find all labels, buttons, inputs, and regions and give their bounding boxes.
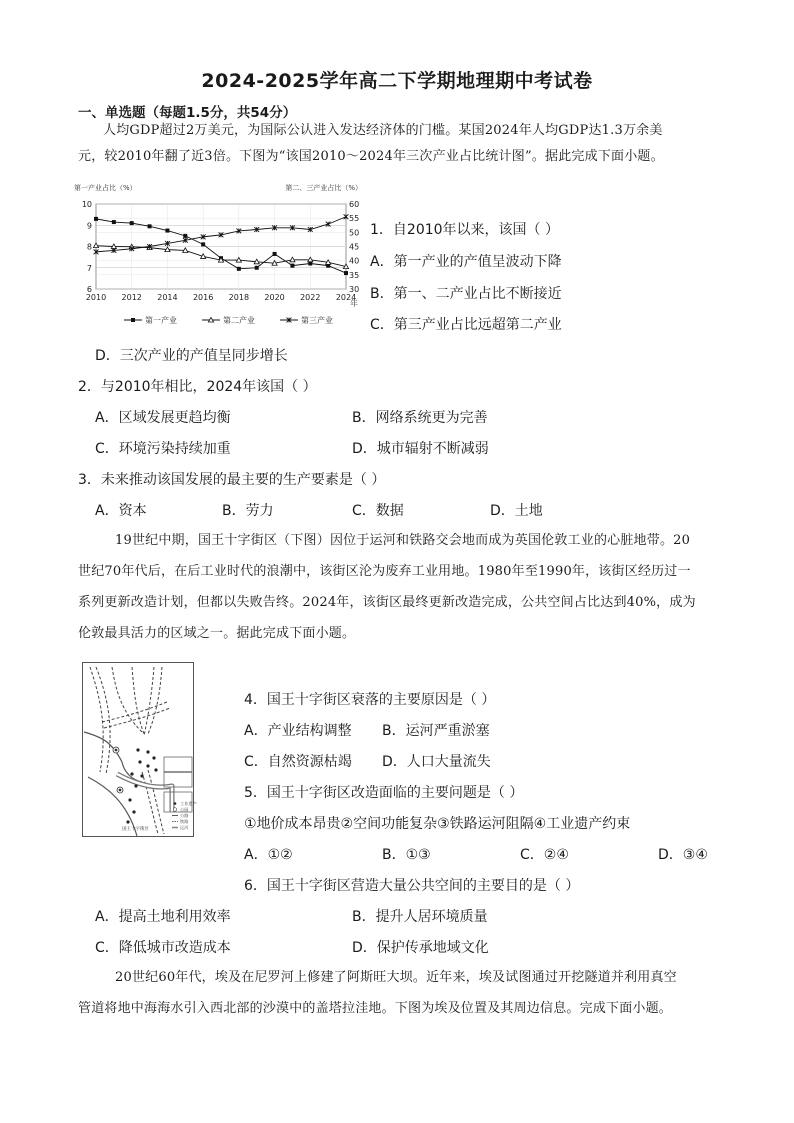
x-tick-label: 2018 [228, 293, 250, 302]
question-1-option-a[interactable]: A．第一产业的产值呈波动下降 [370, 254, 562, 270]
question-2-option-a[interactable]: A．区域发展更趋均衡 [95, 410, 231, 426]
x-tick-label: 2012 [121, 293, 142, 302]
question-4-option-a[interactable]: A．产业结构调整 [244, 723, 352, 739]
x-tick-label: 2024 [335, 293, 357, 302]
data-point [201, 242, 205, 246]
left-tick-label: 7 [86, 263, 92, 273]
question-1-stem: 1．自2010年以来，该国（ ） [370, 222, 559, 238]
intro-paragraph-1-line-2: 元，较2010年翻了近3倍。下图为“该国2010～2024年三次产业占比统计图”。据此完成下面小题。 [78, 149, 664, 164]
intro-paragraph-2-line-1: 19世纪中期，国王十字街区（下图）因位于运河和铁路交会地而成为英国伦敦工业的心脏地带。20 [115, 533, 691, 548]
question-5-statements: ①地价成本昂贵②空间功能复杂③铁路运河阻隔④工业遗产约束 [244, 816, 631, 832]
x-tick-label: 2016 [192, 293, 214, 302]
data-point [112, 220, 116, 224]
question-2-stem: 2．与2010年相比，2024年该国（ ） [78, 379, 317, 395]
legend-marker [131, 318, 135, 322]
question-3-option-a[interactable]: A．资本 [95, 503, 147, 519]
map-area-label: 国王十字街区 [122, 827, 149, 832]
question-1-option-d[interactable]: D．三次产业的产值呈同步增长 [95, 348, 288, 364]
kings-cross-map [82, 662, 197, 837]
legend-label: 公园 [180, 807, 189, 812]
question-6-stem: 6．国王十字街区营造大量公共空间的主要目的是（ ） [244, 878, 580, 894]
legend-heritage-symbol [174, 802, 177, 805]
x-tick-label: 2014 [157, 293, 178, 302]
legend-park-symbol [173, 808, 177, 812]
x-axis-unit: 年 [350, 299, 358, 308]
question-3-option-d[interactable]: D．土地 [490, 503, 543, 519]
question-4-stem: 4．国王十字街区衰落的主要原因是（ ） [244, 692, 496, 708]
left-tick-label: 9 [86, 221, 92, 231]
question-5-stem: 5．国王十字街区改造面临的主要问题是（ ） [244, 785, 524, 801]
legend-label: 公路 [180, 813, 189, 818]
right-tick-label: 45 [349, 242, 360, 252]
left-tick-label: 6 [86, 285, 92, 294]
legend-label: 铁路 [180, 819, 189, 824]
legend-label: 工业遗产 [180, 801, 197, 806]
right-tick-label: 60 [349, 200, 360, 209]
right-tick-label: 40 [349, 256, 360, 266]
question-1-option-c[interactable]: C．第三产业占比远超第二产业 [370, 317, 562, 333]
data-point [165, 229, 169, 233]
intro-paragraph-3-line-2: 管道将地中海海水引入西北部的沙漠中的盖塔拉洼地。下图为埃及位置及其周边信息。完成下面小题。 [78, 1001, 673, 1016]
data-point [273, 252, 277, 256]
question-3-option-c[interactable]: C．数据 [352, 503, 404, 519]
question-4-option-b[interactable]: B．运河严重淤塞 [382, 723, 490, 739]
right-tick-label: 30 [349, 285, 360, 294]
left-tick-label: 10 [81, 200, 92, 209]
industry-share-chart [74, 178, 374, 332]
x-tick-label: 2010 [85, 293, 107, 302]
legend-entry [280, 315, 333, 325]
right-tick-label: 35 [349, 270, 360, 280]
question-6-option-d[interactable]: D．保护传承地域文化 [352, 940, 489, 956]
section-heading: 一、单选题（每题1.5分，共54分） [78, 105, 297, 121]
question-4-option-c[interactable]: C．自然资源枯竭 [244, 754, 352, 770]
legend-entry [202, 315, 255, 325]
question-3-stem: 3．未来推动该国发展的最主要的生产要素是（ ） [78, 472, 386, 488]
question-5-option-b[interactable]: B．①③ [382, 847, 431, 863]
data-point [344, 271, 348, 275]
data-point [290, 264, 294, 268]
right-tick-label: 55 [349, 214, 360, 224]
data-point [94, 217, 98, 221]
question-6-option-c[interactable]: C．降低城市改造成本 [95, 940, 231, 956]
x-tick-label: 2022 [300, 293, 321, 302]
page-title: 2024-2025学年高二下学期地理期中考试卷 [201, 70, 593, 92]
intro-paragraph-2-line-3: 系列更新改造计划，但都以失败告终。2024年，该街区最终更新改造完成，公共空间占比达到40%，成为 [78, 595, 696, 610]
question-2-option-d[interactable]: D．城市辐射不断减弱 [352, 441, 489, 457]
chart-ticks [82, 200, 359, 302]
legend-label: 第三产业 [301, 316, 333, 325]
question-3-option-b[interactable]: B．劳力 [222, 503, 274, 519]
data-point [255, 266, 259, 270]
intro-paragraph-1-line-1: 人均GDP超过2万美元，为国际公认进入发达经济体的门槛。某国2024年人均GDP达1.3万余美 [103, 123, 663, 138]
intro-paragraph-3-line-1: 20世纪60年代，埃及在尼罗河上修建了阿斯旺大坝。近年来，埃及试图通过开挖隧道并利用真空 [115, 970, 677, 985]
left-axis-label: 第一产业占比（%） [74, 184, 137, 192]
left-tick-label: 8 [86, 242, 92, 252]
data-point [148, 224, 152, 228]
question-5-option-d[interactable]: D．③④ [658, 847, 708, 863]
right-axis-label: 第二、三产业占比（%） [285, 184, 362, 192]
question-6-option-a[interactable]: A．提高土地利用效率 [95, 909, 231, 925]
question-1-option-b[interactable]: B．第一、二产业占比不断接近 [370, 286, 562, 302]
question-5-option-c[interactable]: C．②④ [520, 847, 569, 863]
intro-paragraph-2-line-4: 伦敦最具活力的区域之一。据此完成下面小题。 [78, 626, 356, 641]
question-4-option-d[interactable]: D．人口大量流失 [382, 754, 491, 770]
question-2-option-c[interactable]: C．环境污染持续加重 [95, 441, 231, 457]
chart-legend [124, 315, 333, 325]
right-tick-label: 50 [349, 228, 360, 238]
question-6-option-b[interactable]: B．提升人居环境质量 [352, 909, 488, 925]
data-point [237, 267, 241, 271]
legend-label: 第一产业 [145, 316, 177, 325]
data-point [183, 234, 187, 238]
legend-label: 第二产业 [223, 316, 255, 325]
question-2-option-b[interactable]: B．网络系统更为完善 [352, 410, 488, 426]
intro-paragraph-2-line-2: 世纪70年代后，在后工业时代的浪潮中，该街区沦为废弃工业用地。1980年至1990年，该街区经历过一 [78, 564, 691, 579]
question-5-option-a[interactable]: A．①② [244, 847, 293, 863]
data-point [130, 221, 134, 225]
legend-entry [124, 315, 177, 325]
x-tick-label: 2020 [264, 293, 285, 302]
legend-label: 运河 [180, 825, 189, 830]
